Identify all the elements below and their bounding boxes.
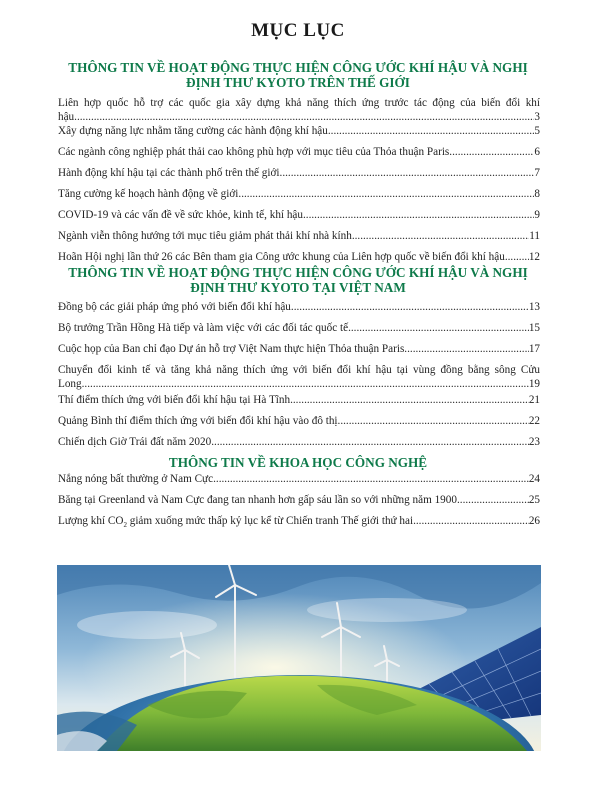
toc-entry-title: Hoãn Hội nghị lần thứ 26 các Bên tham gia Công ước khung của Liên hợp quốc về biến đổi khí hậu [58,251,505,263]
subscript: 2 [123,521,127,530]
toc-entry[interactable] [58,493,540,507]
dot-leader [449,145,534,159]
section-heading-line: THÔNG TIN VỀ KHOA HỌC CÔNG NGHỆ [168,455,428,470]
toc-entry-title-line1: Liên hợp quốc hỗ trợ các quốc gia xây dựng khả năng thích ứng trước tác động của biến đổi khí [58,97,540,109]
toc-entry[interactable] [58,229,540,243]
toc-entry-title: Xây dựng năng lực nhằm tăng cường các hành động khí hậu [58,125,328,137]
section-heading-vietnam [56,265,540,295]
toc-entry-page: 13 [528,301,540,313]
dot-leader [338,414,529,428]
toc-entry-title: hậu [58,111,75,123]
dot-leader [291,300,529,314]
toc-entry-title: Chiến dịch Giờ Trái đất năm 2020 [58,436,212,448]
dot-leader [211,435,529,449]
toc-entry-title: Quảng Bình thí điểm thích ứng với biến đổi khí hậu vào đô thị [58,415,338,427]
dot-leader [352,229,529,243]
page-title: MỤC LỤC [251,20,345,41]
toc-entry[interactable] [58,208,540,222]
toc-entry[interactable] [58,393,540,407]
toc-entry-page: 19 [528,378,540,390]
toc-entry-page: 7 [534,167,540,179]
section-heading-world [56,60,540,90]
dot-leader [74,110,534,124]
toc-entry-title: Hành động khí hậu tại các thành phố trên thế giới [58,167,280,179]
toc-entry-page: 22 [528,415,540,427]
toc-entry-title-part: Lượng khí CO [58,515,124,527]
toc-entry[interactable] [58,321,540,335]
toc-entry-title: Băng tại Greenland và Nam Cực đang tan nhanh hơn gấp sáu lần so với những năm 1900 [58,494,457,506]
dot-leader [280,166,535,180]
toc-entry[interactable] [58,300,540,314]
dot-leader [328,124,535,138]
toc-entry[interactable] [58,124,540,138]
dot-leader [82,377,529,391]
toc-entry-page: 11 [529,230,540,242]
dot-leader [413,514,529,528]
dot-leader [303,208,534,222]
toc-entry-page: 24 [528,473,540,485]
toc-entry-page: 3 [534,111,540,123]
toc-entry[interactable] [58,414,540,428]
dot-leader [505,250,529,264]
toc-entry[interactable] [58,472,540,486]
toc-entry[interactable] [58,187,540,201]
section-heading-line: THÔNG TIN VỀ HOẠT ĐỘNG THỰC HIỆN CÔNG ƯỚC KHÍ HẬU VÀ NGHỊ [68,60,528,75]
toc-entry[interactable] [58,342,540,356]
section-heading-line: THÔNG TIN VỀ HOẠT ĐỘNG THỰC HIỆN CÔNG ƯỚC KHÍ HẬU VÀ NGHỊ [68,265,528,280]
toc-entry-page: 15 [528,322,540,334]
toc-entry-title: Long [58,378,82,390]
toc-entry-page: 8 [534,188,540,200]
toc-entry-title: Nắng nóng bất thường ở Nam Cực [58,473,214,485]
toc-entry-title: Các ngành công nghiệp phát thải cao không phù hợp với mục tiêu của Thỏa thuận Paris [58,146,450,158]
toc-entry-page: 25 [528,494,540,506]
toc-entry[interactable] [58,435,540,449]
section-heading-line: ĐỊNH THƯ KYOTO TẠI VIỆT NAM [190,280,406,295]
toc-entry-page: 5 [534,125,540,137]
dot-leader [404,342,529,356]
toc-entry-title-part: giảm xuống mức thấp kỷ lục kể từ Chiến tranh Thế giới thứ hai [126,515,414,527]
toc-entry-page: 6 [534,146,540,158]
toc-entry-title-line1: Chuyển đổi kinh tế và tăng khả năng thích ứng với biến đổi khí hậu tại vùng đồng bằng sông Cửu [58,364,540,376]
toc-entry-title: Ngành viễn thông hướng tới mục tiêu giảm phát thải khí nhà kính [58,230,352,242]
section-heading-science [56,455,540,470]
toc-entry[interactable] [58,166,540,180]
toc-entry-title: Cuộc họp của Ban chỉ đạo Dự án hỗ trợ Việt Nam thực hiện Thỏa thuận Paris [58,343,405,355]
toc-entry-page: 26 [528,515,540,527]
toc-entry[interactable] [58,250,540,264]
dot-leader [457,493,529,507]
dot-leader [213,472,529,486]
illustration-svg [57,565,541,751]
dot-leader [348,321,529,335]
toc-entry[interactable] [58,96,540,124]
wind-turbines-solar-panels-earth-illustration [57,565,541,751]
section-heading-line: ĐỊNH THƯ KYOTO TRÊN THẾ GIỚI [186,75,410,90]
toc-entry-title: Thí điểm thích ứng với biến đổi khí hậu tại Hà Tĩnh [58,394,291,406]
toc-entry-page: 12 [528,251,540,263]
dot-leader [238,187,534,201]
toc-entry-page: 21 [528,394,540,406]
toc-entry-title [58,514,413,532]
toc-entry[interactable] [58,363,540,391]
toc-entry-page: 23 [528,436,540,448]
toc-entry-title: Đồng bộ các giải pháp ứng phó với biến đổi khí hậu [58,301,291,313]
toc-entry[interactable] [58,145,540,159]
toc-entry-page: 17 [528,343,540,355]
toc-entry-title: COVID-19 và các vấn đề về sức khỏe, kinh tế, khí hậu [58,209,303,221]
toc-entry-title: Bộ trưởng Trần Hồng Hà tiếp và làm việc với các đối tác quốc tế [58,322,349,334]
dot-leader [290,393,529,407]
toc-entry[interactable] [58,514,540,532]
toc-entry-page: 9 [534,209,540,221]
toc-entry-title: Tăng cường kế hoạch hành động về giới [58,188,239,200]
